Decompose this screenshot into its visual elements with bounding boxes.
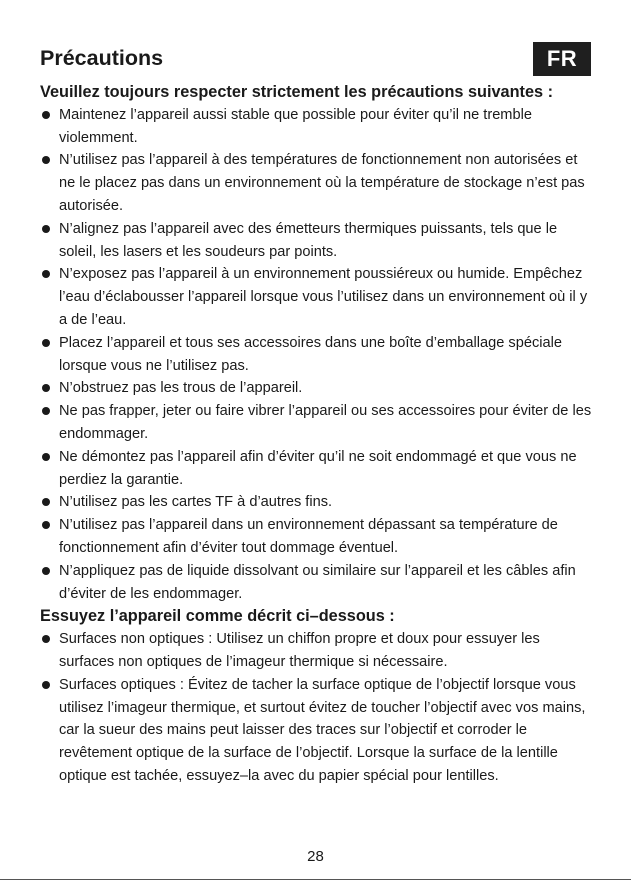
list-item-text: Surfaces optiques : Évitez de tacher la surface optique de l’objectif lorsque vous utilisez l’imageur thermique, et surtout évitez de toucher l’objectif avec vos mains, car la sueur des mains peut laisser des traces sur l’objectif et corroder le revêtement optique de la surface de l’objectif. Lorsque la surface de la lentille optique est tachée, essuyez–la avec du papier spécial pour lentilles. — [59, 676, 586, 784]
list-item-text: Placez l’appareil et tous ses accessoires dans une boîte d’emballage spéciale lorsque vous ne l’utilisez pas. — [59, 334, 562, 374]
list-item-text: Maintenez l’appareil aussi stable que possible pour éviter qu’il ne tremble violemment. — [59, 106, 532, 146]
list-item-text: N’alignez pas l’appareil avec des émetteurs thermiques puissants, tels que le soleil, les lasers et les soudeurs par points. — [59, 220, 558, 260]
list-item-text: Ne pas frapper, jeter ou faire vibrer l’appareil ou ses accessoires pour éviter de les endommager. — [59, 403, 592, 442]
bullet-icon — [42, 407, 50, 415]
bullet-icon — [42, 225, 50, 233]
list-item-text: N’utilisez pas les cartes TF à d’autres fins. — [59, 494, 333, 511]
list-item-text: Ne démontez pas l’appareil afin d’éviter qu’il ne soit endommagé et que vous ne perdiez la garantie. — [59, 448, 577, 488]
section-heading: Veuillez toujours respecter strictement les précautions suivantes : — [40, 83, 554, 101]
page-number: 28 — [307, 848, 324, 865]
bullet-icon — [42, 498, 50, 506]
list-item-text: Surfaces non optiques : Utilisez un chiffon propre et doux pour essuyer les surfaces non optiques de l’imageur thermique si nécessaire. — [59, 631, 540, 670]
list-item-text: N’utilisez pas l’appareil dans un environnement dépassant sa température de fonctionnement afin d’éviter tout dommage éventuel. — [59, 517, 558, 556]
language-badge: FR — [533, 42, 591, 76]
bullet-icon — [42, 453, 50, 461]
list-item — [40, 446, 596, 492]
list-item-text: N’obstruez pas les trous de l’appareil. — [59, 380, 303, 397]
list-item — [40, 332, 596, 378]
document-body — [40, 80, 596, 788]
bullet-list — [40, 104, 596, 606]
precautions-section — [40, 80, 596, 605]
bullet-icon — [42, 567, 50, 575]
bullet-icon — [42, 339, 50, 347]
list-item — [40, 560, 596, 606]
cleaning-section — [40, 605, 596, 787]
list-item — [40, 628, 596, 674]
bullet-icon — [42, 156, 50, 164]
list-item — [40, 674, 596, 788]
section-heading: Essuyez l’appareil comme décrit ci–dessous : — [40, 607, 395, 626]
page-title: Précautions — [40, 46, 164, 70]
list-item — [40, 149, 596, 217]
list-item — [40, 400, 596, 446]
list-item-text: N’appliquez pas de liquide dissolvant ou similaire sur l’appareil et les câbles afin d’éviter de les endommager. — [59, 562, 576, 602]
list-item — [40, 218, 596, 264]
bullet-icon — [42, 635, 50, 643]
list-item — [40, 491, 596, 514]
list-item-text: N’exposez pas l’appareil à un environnement poussiéreux ou humide. Empêchez l’eau d’éclabousser l’appareil lorsque vous l’utilisez dans un environnement où il y a de l’eau. — [59, 266, 588, 328]
list-item — [40, 514, 596, 560]
bullet-icon — [42, 384, 50, 392]
list-item — [40, 263, 596, 331]
bottom-divider — [0, 879, 631, 880]
bullet-icon — [42, 270, 50, 278]
bullet-list — [40, 628, 596, 788]
list-item — [40, 104, 596, 150]
list-item-text: N’utilisez pas l’appareil à des températures de fonctionnement non autorisées et ne le placez pas dans un environnement où la température de stockage n’est pas autorisée. — [59, 152, 585, 214]
bullet-icon — [42, 681, 50, 689]
bullet-icon — [42, 111, 50, 119]
list-item — [40, 377, 596, 400]
bullet-icon — [42, 521, 50, 529]
